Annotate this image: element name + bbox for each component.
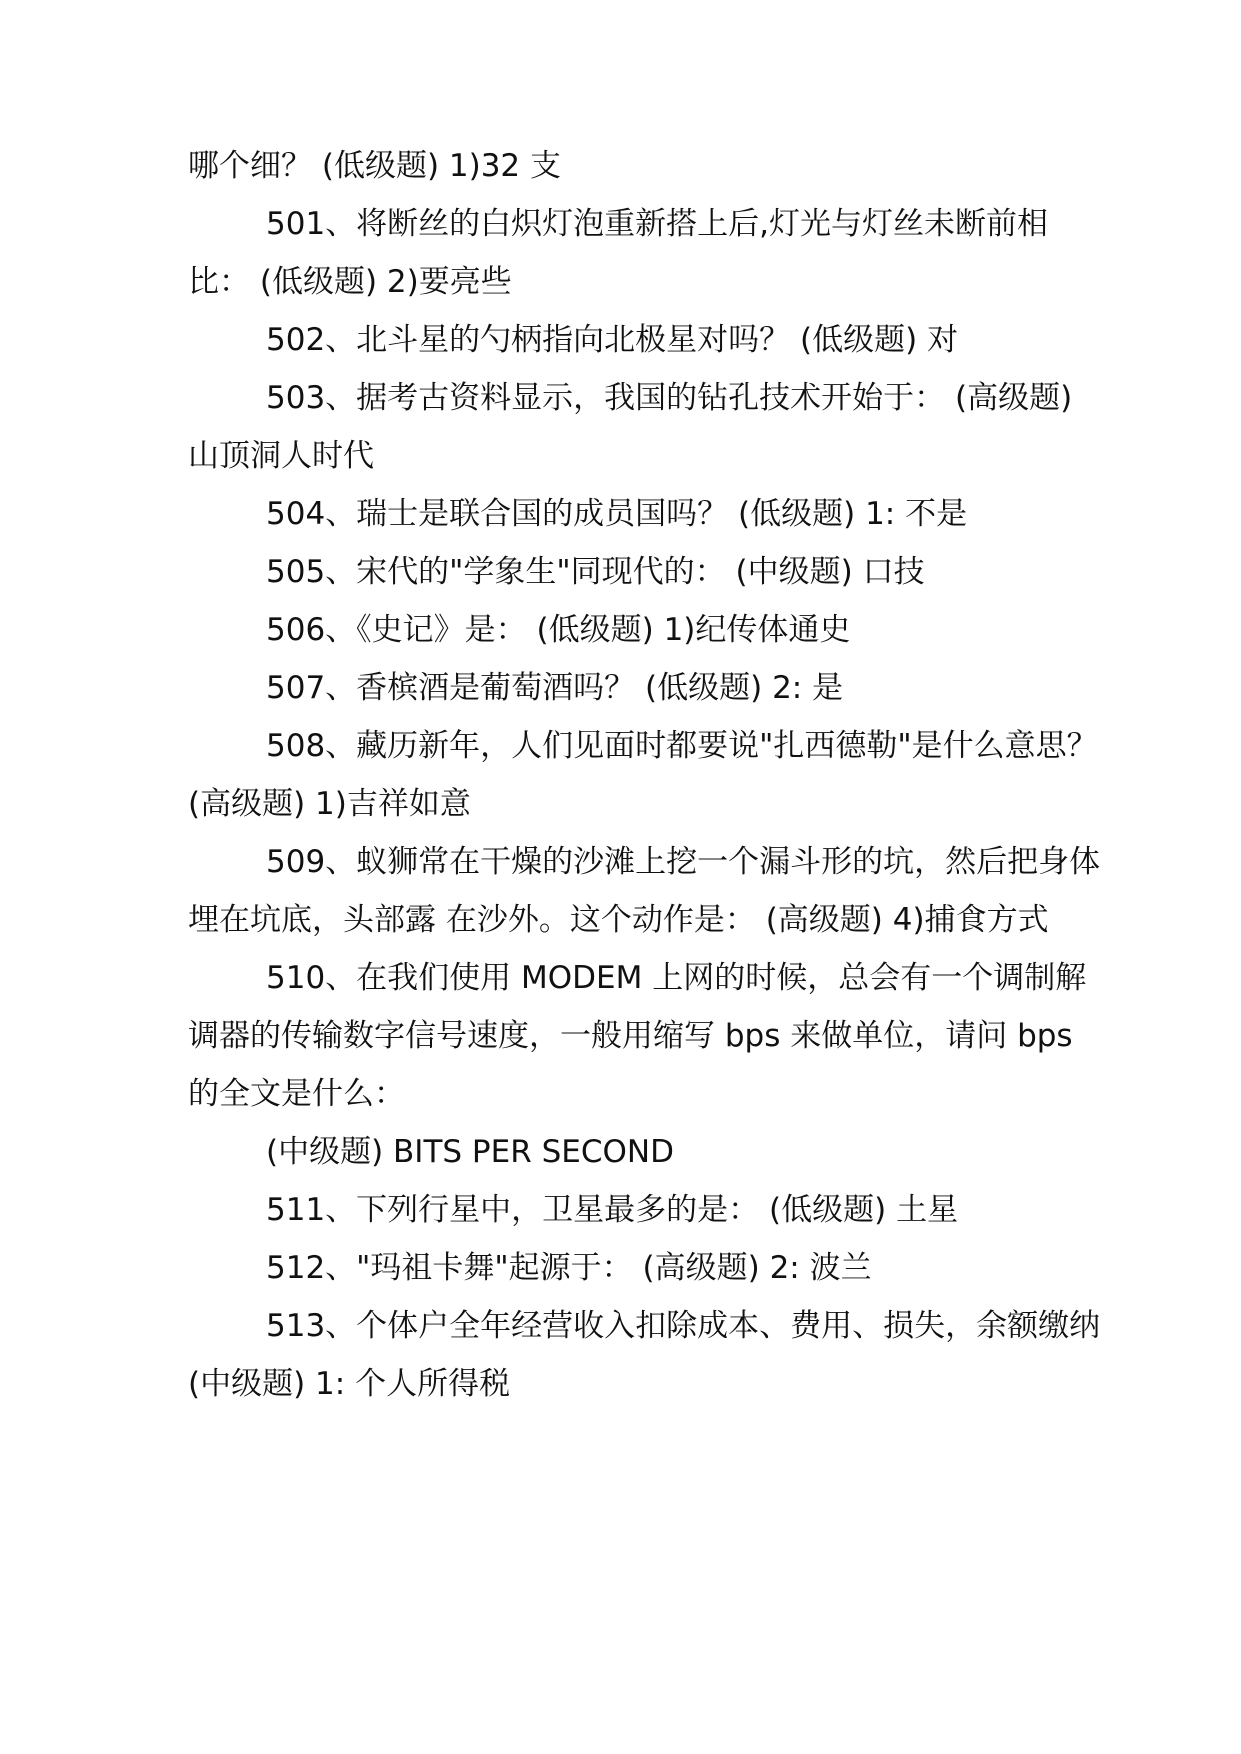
text-line: 山顶洞人时代 [188,438,374,474]
text-line: 513、个体户全年经营收入扣除成本、费用、损失，余额缴纳 [266,1308,1101,1344]
text-line: 比： (低级题) 2)要亮些 [188,264,512,300]
text-line: 503、据考古资料显示，我国的钻孔技术开始于： (高级题) [266,380,1073,416]
text-line: 501、将断丝的白炽灯泡重新搭上后,灯光与灯丝未断前相 [266,206,1049,242]
text-line: 504、瑞士是联合国的成员国吗？ (低级题) 1: 不是 [266,496,968,532]
text-line: 512、"玛祖卡舞"起源于： (高级题) 2: 波兰 [266,1250,872,1286]
text-line: 510、在我们使用 MODEM 上网的时候，总会有一个调制解 [266,960,1087,996]
text-line: 507、香槟酒是葡萄酒吗？ (低级题) 2: 是 [266,670,844,706]
text-line: 埋在坑底，头部露 在沙外。这个动作是： (高级题) 4)捕食方式 [188,902,1049,938]
text-line: 505、宋代的"学象生"同现代的： (中级题) 口技 [266,554,925,590]
text-line: 508、藏历新年，人们见面时都要说"扎西德勒"是什么意思？ [266,728,1098,764]
text-line: (高级题) 1)吉祥如意 [188,786,471,822]
text-line: 502、北斗星的勺柄指向北极星对吗？ (低级题) 对 [266,322,959,358]
text-line: (中级题) 1: 个人所得税 [188,1366,511,1402]
text-line: 506、《史记》是： (低级题) 1)纪传体通史 [266,612,851,648]
text-line: 哪个细？ (低级题) 1)32 支 [188,148,562,184]
text-line: 511、下列行星中，卫星最多的是： (低级题) 土星 [266,1192,959,1228]
text-line: 509、蚁狮常在干燥的沙滩上挖一个漏斗形的坑，然后把身体 [266,844,1101,880]
text-line: 调器的传输数字信号速度，一般用缩写 bps 来做单位，请问 bps [188,1018,1073,1054]
text-line: 的全文是什么： [188,1076,405,1112]
text-line: (中级题) BITS PER SECOND [266,1134,674,1170]
